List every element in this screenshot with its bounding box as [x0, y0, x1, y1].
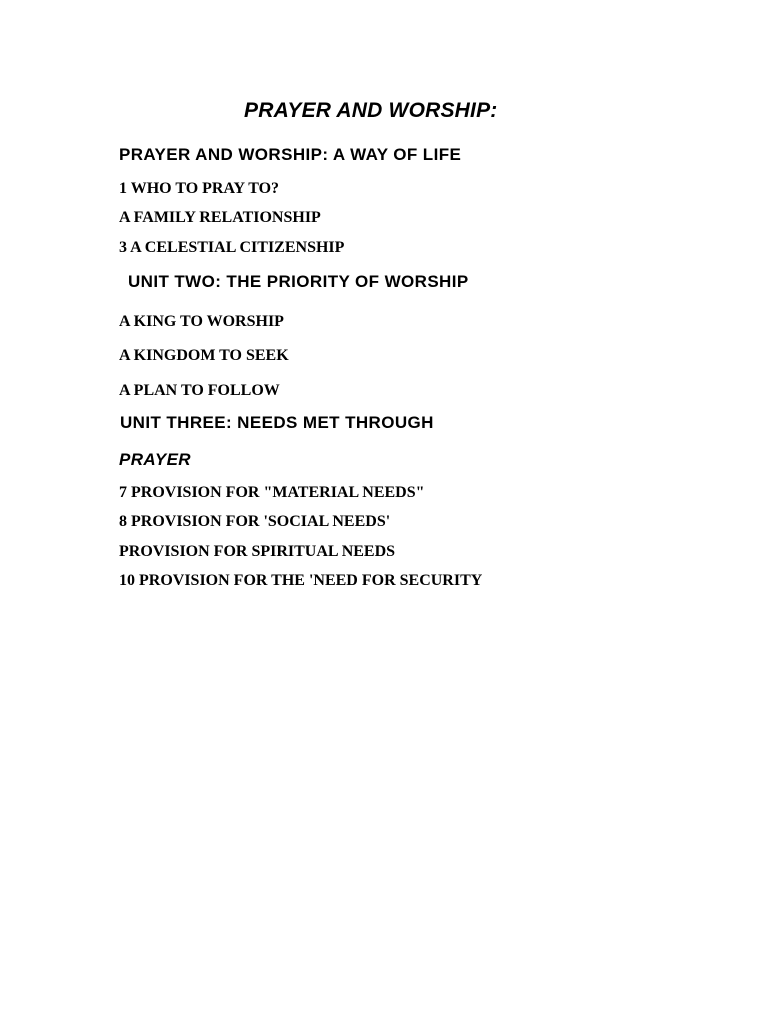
- page-title: PRAYER AND WORSHIP:: [244, 99, 498, 122]
- list-item: 3 A CELESTIAL CITIZENSHIP: [119, 239, 345, 256]
- section-heading-unit-three: UNIT THREE: NEEDS MET THROUGH: [120, 413, 434, 432]
- list-item: A FAMILY RELATIONSHIP: [119, 209, 321, 226]
- list-item: 10 PROVISION FOR THE 'NEED FOR SECURITY: [119, 572, 483, 589]
- list-item: A PLAN TO FOLLOW: [119, 382, 280, 399]
- section-heading-unit-two: UNIT TWO: THE PRIORITY OF WORSHIP: [128, 272, 469, 291]
- list-item: PROVISION FOR SPIRITUAL NEEDS: [119, 543, 396, 560]
- list-item: 7 PROVISION FOR "MATERIAL NEEDS": [119, 484, 425, 501]
- list-item: 8 PROVISION FOR 'SOCIAL NEEDS': [119, 513, 391, 530]
- section-heading-way-of-life: PRAYER AND WORSHIP: A WAY OF LIFE: [119, 145, 462, 164]
- list-item: 1 WHO TO PRAY TO?: [119, 180, 280, 197]
- list-item: A KINGDOM TO SEEK: [119, 347, 289, 364]
- list-item: A KING TO WORSHIP: [119, 313, 284, 330]
- section-heading-unit-three-continued: PRAYER: [119, 450, 191, 469]
